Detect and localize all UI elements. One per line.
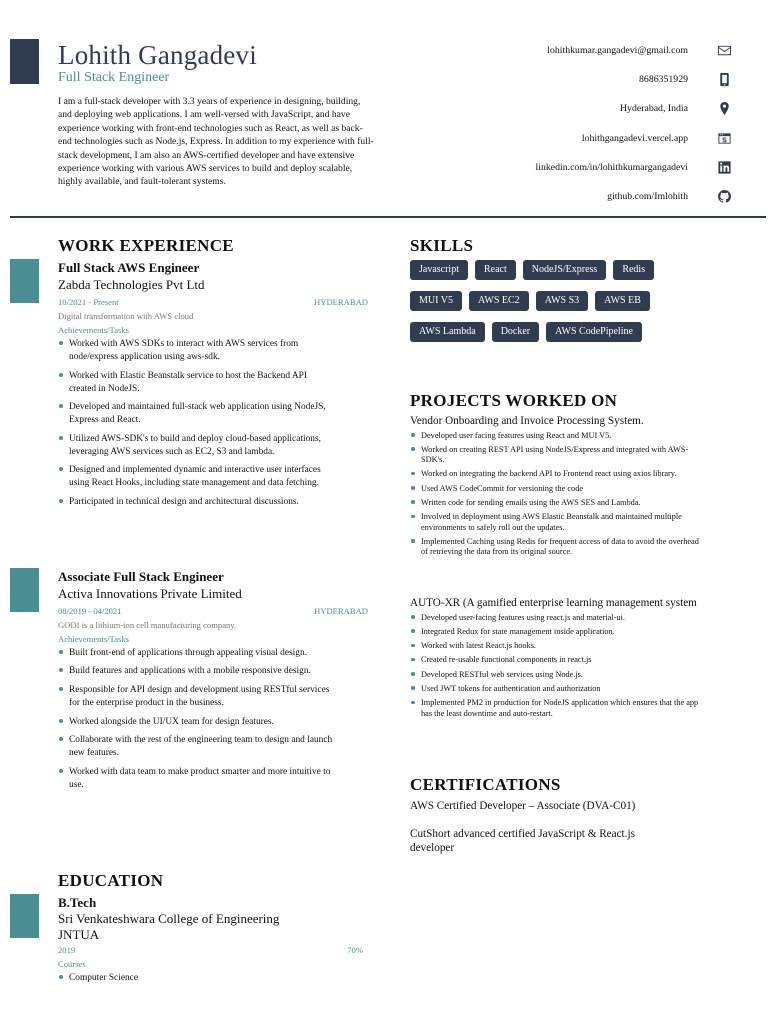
list-item: Written code for sending emails using the AWS SES and Lambda. <box>410 498 700 508</box>
job-1-accent-block <box>10 259 39 303</box>
contact-email[interactable] <box>412 36 732 65</box>
list-item: Responsible for API design and development using RESTful services for the enterprise product in the business. <box>58 684 333 710</box>
job-meta <box>58 297 368 307</box>
achievements-label: Achievements/Tasks <box>58 634 129 644</box>
skill-tag: AWS S3 <box>536 291 588 311</box>
project-bullets <box>410 613 710 719</box>
list-item: Worked on integrating the backend API to Frontend react using axios library. <box>410 469 700 479</box>
project-entry <box>410 415 710 561</box>
contact-list <box>412 36 732 211</box>
skill-tag: AWS CodePipeline <box>546 322 642 342</box>
github-icon <box>716 189 732 205</box>
list-item: Utilized AWS-SDK's to build and deploy cloud-based applications, leveraging AWS services such as EC2, S3 and lambda. <box>58 433 333 459</box>
location-icon <box>716 101 732 117</box>
contact-phone-text: 8686351929 <box>639 74 688 86</box>
skills-row <box>410 322 710 342</box>
list-item: Developed user facing features using React and MUI V5. <box>410 431 700 441</box>
website-icon <box>716 130 732 146</box>
education-meta <box>58 945 363 955</box>
project-entry <box>410 597 710 723</box>
job-bullets <box>58 647 368 792</box>
job-2-accent-block <box>10 568 39 612</box>
list-item: Collaborate with the rest of the engineering team to design and launch new features. <box>58 734 333 760</box>
job-location: HYDERABAD <box>314 606 368 616</box>
list-item: Worked alongside the UI/UX team for design features. <box>58 716 333 729</box>
skill-tag: Docker <box>492 322 539 342</box>
envelope-icon <box>716 43 732 59</box>
job-description: GODI is a lithium-ion cell manufacturing company. <box>58 620 237 630</box>
project-bullets <box>410 431 710 558</box>
work-experience-heading: WORK EXPERIENCE <box>58 236 234 255</box>
list-item: Implemented PM2 in production for NodeJS application which ensures that the app has the least downtime and auto-restart. <box>410 698 700 719</box>
courses-label: Courses <box>58 959 86 969</box>
project-title: Vendor Onboarding and Invoice Processing System. <box>410 415 644 427</box>
skill-tag: NodeJS/Express <box>523 260 607 280</box>
skill-tag: AWS EB <box>595 291 650 311</box>
contact-linkedin[interactable] <box>412 153 732 182</box>
contact-github[interactable] <box>412 182 732 211</box>
list-item: Worked with AWS SDKs to interact with AWS services from node/express application using aws-sdk. <box>58 338 333 364</box>
project-title: AUTO-XR (A gamified enterprise learning management system <box>410 597 697 609</box>
list-item: Created re-usable functional components in react.js <box>410 655 700 665</box>
skills-heading: SKILLS <box>410 236 474 255</box>
certifications-heading: CERTIFICATIONS <box>410 775 561 794</box>
list-item: Built front-end of applications through appealing visual design. <box>58 647 333 660</box>
education-entry <box>58 895 363 990</box>
list-item: Used JWT tokens for authentication and authorization <box>410 684 700 694</box>
list-item: Developed user-facing features using react.js and material-ui. <box>410 613 700 623</box>
list-item: Used AWS CodeCommit for versioning the code <box>410 484 700 494</box>
job-dates: 08/2019 - 04/2021 <box>58 606 122 616</box>
graduation-year: 2019 <box>58 945 76 955</box>
job-entry <box>58 260 368 514</box>
school-name: Sri Venkateshwara College of Engineering <box>58 911 280 926</box>
list-item: Worked with data team to make product smarter and more intuitive to use. <box>58 766 333 792</box>
job-location: HYDERABAD <box>314 297 368 307</box>
skills-list <box>410 260 710 353</box>
degree: B.Tech <box>58 895 97 910</box>
skill-tag: Javascript <box>410 260 468 280</box>
linkedin-icon <box>716 159 732 175</box>
skills-row <box>410 260 710 280</box>
certification-item: CutShort advanced certified JavaScript & React.js developer <box>410 828 635 854</box>
skill-tag: MUI V5 <box>410 291 462 311</box>
profile-summary: I am a full-stack developer with 3.3 years of experience in designing, building, and deploying web applications. I am well-versed with JavaScript, and have experience working with front-end technologies such as React, as well as back-end technologies such as Node.js, Express. In addition to my experience with full-stack development, I am also an AWS-certified developer and have extensive experience working with various AWS services to build and deploy scalable, highly available, and fault-tolerant systems. <box>58 96 374 188</box>
education-accent-block <box>10 894 39 938</box>
list-item: Worked with latest React.js hooks. <box>410 641 700 651</box>
contact-location-text: Hyderabad, India <box>619 103 688 115</box>
contact-website[interactable] <box>412 124 732 153</box>
list-item: Worked with Elastic Beanstalk service to host the Backend API created in NodeJS. <box>58 370 333 396</box>
candidate-name: Lohith Gangadevi <box>58 40 257 70</box>
contact-location <box>412 94 732 123</box>
header-accent-block <box>10 39 39 84</box>
contact-github-text: github.com/Imlohith <box>607 191 688 203</box>
skill-tag: Redis <box>613 260 654 280</box>
list-item: Involved in deployment using AWS Elastic Beanstalk and maintained multiple environments to safely roll out the updates. <box>410 512 700 533</box>
achievements-label: Achievements/Tasks <box>58 325 129 335</box>
job-description: Digital transformation with AWS cloud <box>58 311 194 321</box>
job-meta <box>58 606 368 616</box>
skill-tag: AWS EC2 <box>469 291 529 311</box>
contact-email-text: lohithkumar.gangadevi@gmail.com <box>547 45 688 57</box>
list-item: Integrated Redux for state management inside application. <box>410 627 700 637</box>
phone-icon <box>716 72 732 88</box>
education-score: 70% <box>347 945 363 955</box>
job-entry <box>58 569 368 797</box>
job-dates: 10/2021 - Present <box>58 297 119 307</box>
list-item: Developed and maintained full-stack web application using NodeJS, Express and React. <box>58 401 333 427</box>
list-item: Computer Science <box>58 972 333 985</box>
job-company: Activa Innovations Private Limited <box>58 586 242 601</box>
job-bullets <box>58 338 368 509</box>
job-title: Associate Full Stack Engineer <box>58 569 224 584</box>
candidate-role: Full Stack Engineer <box>58 70 170 85</box>
list-item: Implemented Caching using Redis for frequent access of data to avoid the overhead of retrieving the data from its original source. <box>410 537 700 558</box>
skill-tag: AWS Lambda <box>410 322 485 342</box>
university-name: JNTUA <box>58 926 100 942</box>
contact-phone[interactable] <box>412 65 732 94</box>
projects-heading: PROJECTS WORKED ON <box>410 391 618 410</box>
list-item: Designed and implemented dynamic and interactive user interfaces using React Hooks, including state management and data fetching. <box>58 464 333 490</box>
skill-tag: React <box>475 260 516 280</box>
list-item: Participated in technical design and architectural discussions. <box>58 496 333 509</box>
contact-linkedin-text: linkedin.com/in/lohithkumargangadevi <box>535 161 688 173</box>
education-heading: EDUCATION <box>58 871 164 890</box>
job-company: Zabda Technologies Pvt Ltd <box>58 277 205 292</box>
skills-row <box>410 291 710 311</box>
list-item: Developed RESTful web services using Node.js. <box>410 670 700 680</box>
certification-item: AWS Certified Developer – Associate (DVA-C01) <box>410 800 636 812</box>
job-title: Full Stack AWS Engineer <box>58 260 200 275</box>
contact-website-text: lohithgangadevi.vercel.app <box>581 132 688 144</box>
courses-list <box>58 972 363 985</box>
header-divider <box>10 216 766 218</box>
list-item: Build features and applications with a mobile responsive design. <box>58 665 333 678</box>
list-item: Worked on creating REST API using NodeJS/Express and integrated with AWS-SDK's. <box>410 445 700 466</box>
